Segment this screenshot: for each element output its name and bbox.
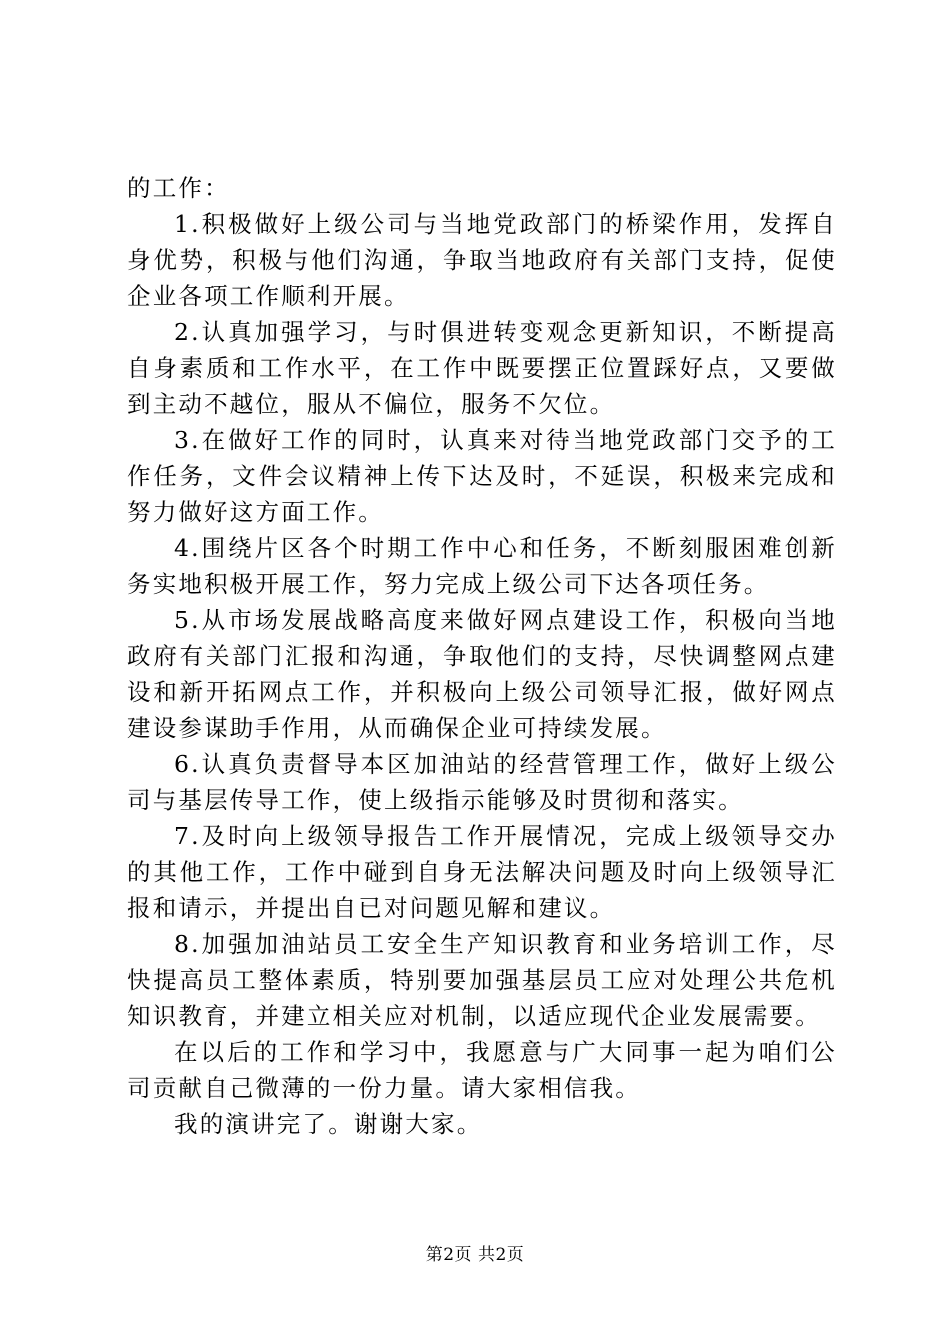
- paragraph-thanks: 我的演讲完了。谢谢大家。: [174, 1110, 483, 1138]
- paragraph-item-4: 4.围绕片区各个时期工作中心和任务，不断刻服困难创新务实地积极开展工作，努力完成上级公司下达各项任务。: [127, 534, 837, 598]
- paragraph-item-3: 3.在做好工作的同时，认真来对待当地党政部门交予的工作任务，文件会议精神上传下达及时，不延误，积极来完成和努力做好这方面工作。: [127, 426, 837, 526]
- paragraph-item-1: 1.积极做好上级公司与当地党政部门的桥梁作用，发挥自身优势，积极与他们沟通，争取当地政府有关部门支持，促使企业各项工作顺利开展。: [127, 210, 837, 310]
- page-number-footer: 第2页 共2页: [425, 1245, 525, 1265]
- paragraph-item-6: 6.认真负责督导本区加油站的经营管理工作，做好上级公司与基层传导工作，使上级指示能够及时贯彻和落实。: [127, 750, 837, 814]
- paragraph-item-5: 5.从市场发展战略高度来做好网点建设工作，积极向当地政府有关部门汇报和沟通，争取他们的支持，尽快调整网点建设和新开拓网点工作，并积极向上级公司领导汇报，做好网点建设参谋助手作用，从而确保企业可持续发展。: [127, 606, 837, 742]
- paragraph-closing: 在以后的工作和学习中，我愿意与广大同事一起为咱们公司贡献自己微薄的一份力量。请大家相信我。: [127, 1038, 837, 1102]
- document-body: [127, 170, 837, 1142]
- paragraph-continuation: 的工作：: [127, 174, 230, 202]
- paragraph-item-2: 2.认真加强学习，与时俱进转变观念更新知识，不断提高自身素质和工作水平，在工作中既要摆正位置踩好点，又要做到主动不越位，服从不偏位，服务不欠位。: [127, 318, 837, 418]
- paragraph-item-7: 7.及时向上级领导报告工作开展情况，完成上级领导交办的其他工作，工作中碰到自身无法解决问题及时向上级领导汇报和请示，并提出自已对问题见解和建议。: [127, 822, 837, 922]
- paragraph-item-8: 8.加强加油站员工安全生产知识教育和业务培训工作，尽快提高员工整体素质，特别要加强基层员工应对处理公共危机知识教育，并建立相关应对机制，以适应现代企业发展需要。: [127, 930, 837, 1030]
